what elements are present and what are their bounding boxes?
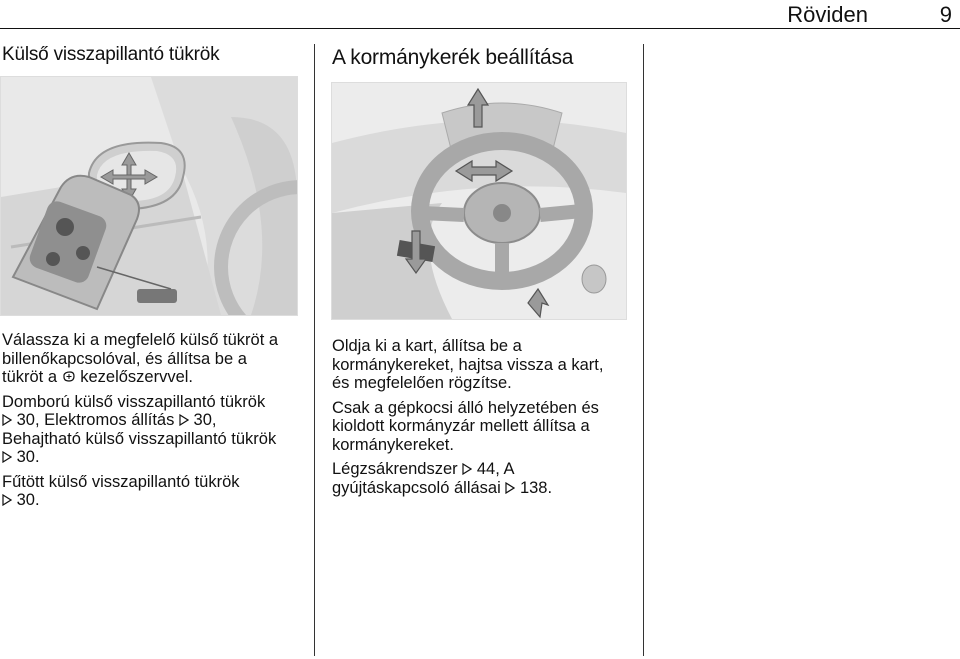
- ref-folding-mirrors[interactable]: Behajtható külső visszapillantó tükrök: [2, 429, 277, 448]
- section-title-steering: A kormánykerék beállítása: [332, 46, 574, 69]
- ref-page-number[interactable]: 44,: [476, 460, 500, 478]
- mirror-text-line3b: kezelőszervvel.: [80, 368, 194, 386]
- running-header-title: Röviden: [787, 2, 868, 27]
- mirror-text-line3a: tükröt a: [2, 368, 58, 386]
- page-reference-icon: [2, 451, 12, 463]
- column-divider-right: [643, 44, 644, 656]
- header-rule: [0, 28, 960, 29]
- mirror-illustration: [0, 76, 298, 316]
- section-title-mirrors: Külső visszapillantó tükrök: [2, 44, 220, 65]
- steering-p2-line3: kormánykereket.: [332, 435, 454, 454]
- steering-p1-line3: és megfelelően rögzítse.: [332, 374, 512, 392]
- ref-electric-adjustment[interactable]: Elektromos állítás: [44, 411, 175, 429]
- page-reference-icon: [462, 463, 472, 475]
- ref-text-a: A: [503, 460, 515, 478]
- ref-page-number[interactable]: 30,: [193, 411, 217, 429]
- page-reference-icon: [505, 482, 515, 494]
- ref-convex-mirrors[interactable]: Domború külső visszapillantó tükrök: [2, 392, 266, 411]
- steering-p1-line1: Oldja ki a kart, állítsa be a: [332, 337, 522, 355]
- mirror-instructions: [2, 331, 307, 516]
- page-reference-icon: [179, 414, 189, 426]
- ref-ignition-positions[interactable]: gyújtáskapcsoló állásai: [332, 478, 501, 497]
- ref-page-number[interactable]: 30,: [16, 411, 40, 429]
- ref-page-number[interactable]: 138.: [519, 478, 553, 497]
- steering-p2-line2: kioldott kormányzár mellett állítsa a: [332, 417, 590, 435]
- steering-p2-line1: Csak a gépkocsi álló helyzetében és: [332, 398, 599, 417]
- steering-wheel-illustration: [331, 82, 627, 320]
- ref-page-number[interactable]: 30.: [16, 491, 40, 509]
- page-reference-icon: [2, 414, 12, 426]
- mirror-control-icon: [62, 370, 76, 384]
- mirror-text-line2: billenőkapcsolóval, és állítsa be a: [2, 349, 247, 368]
- page-number: 9: [939, 2, 952, 27]
- page-reference-icon: [2, 494, 12, 506]
- steering-p1-line2: kormánykereket, hajtsa vissza a kart,: [332, 355, 604, 374]
- steering-instructions: [332, 337, 637, 503]
- ref-airbag-system[interactable]: Légzsákrendszer: [332, 460, 458, 478]
- ref-heated-mirrors[interactable]: Fűtött külső visszapillantó tükrök: [2, 472, 240, 491]
- column-divider-left: [314, 44, 315, 656]
- ref-page-number[interactable]: 30.: [16, 448, 40, 466]
- mirror-text-line1: Válassza ki a megfelelő külső tükröt a: [2, 331, 279, 349]
